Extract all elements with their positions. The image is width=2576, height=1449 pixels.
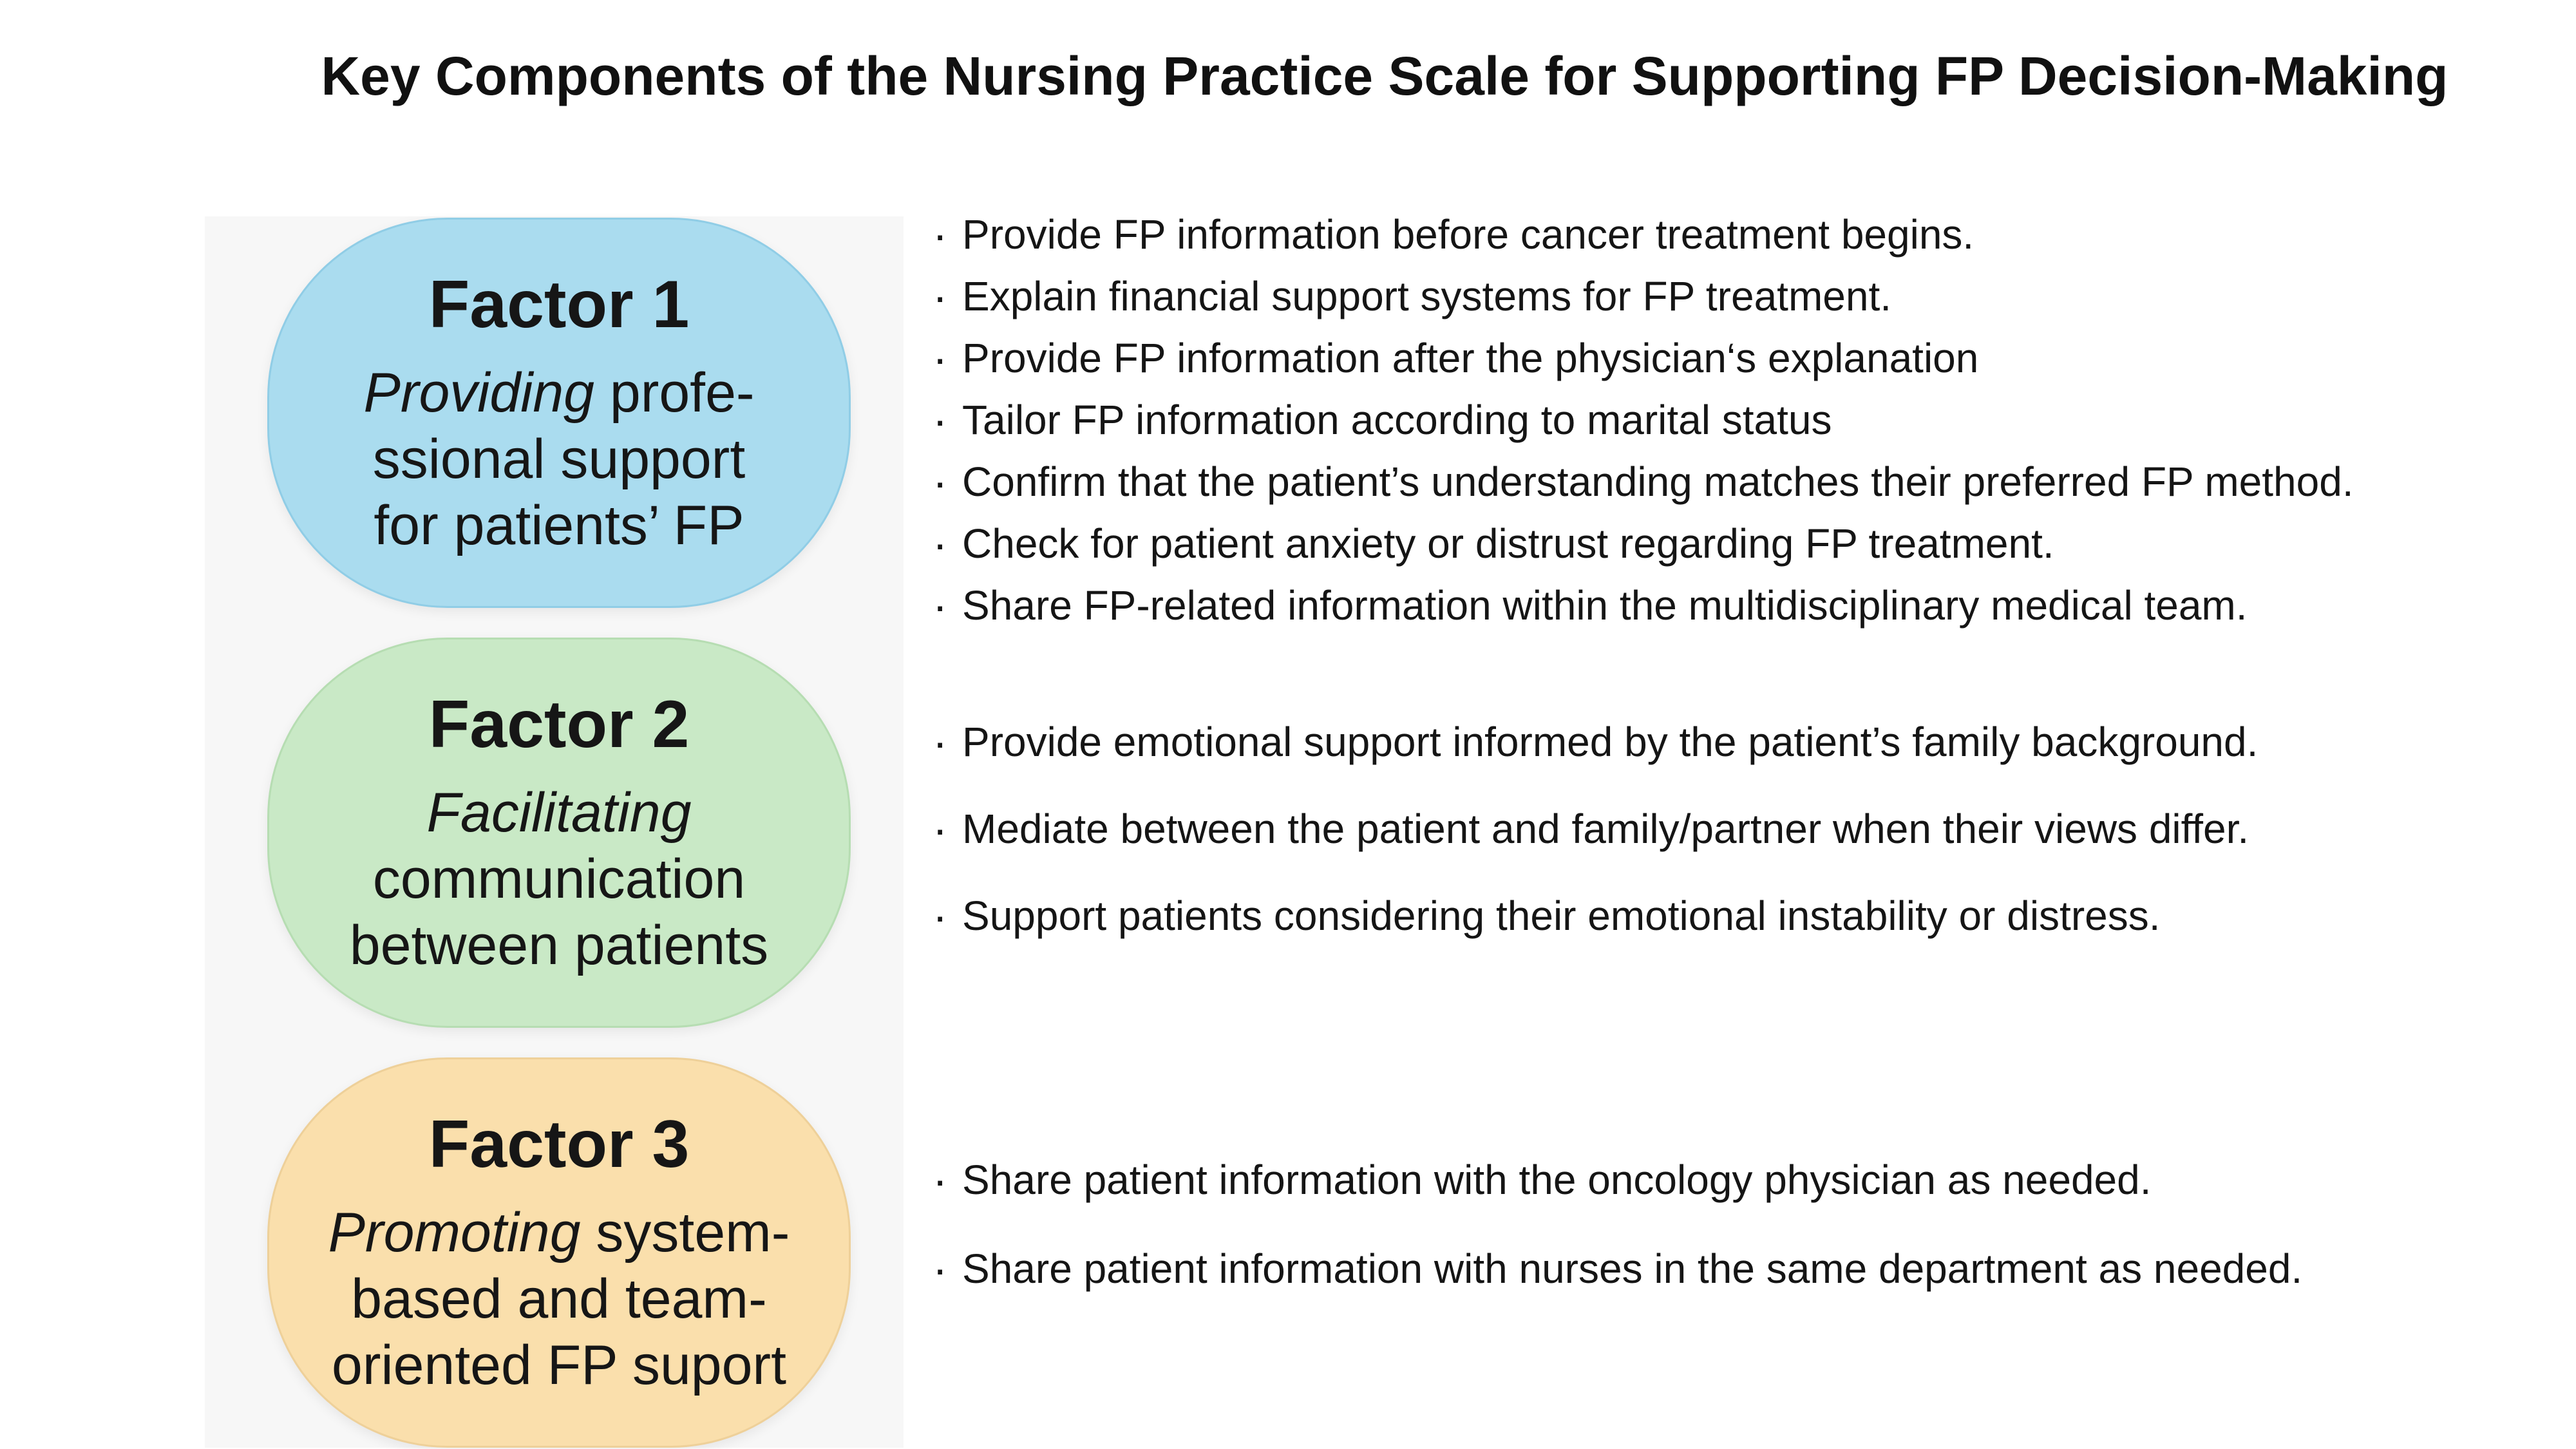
bullet-dot-icon: · [933,580,948,630]
bullet-dot-icon: · [933,457,948,507]
factor-2-bubble [267,638,851,1028]
factor-2-subtitle-line-1 [350,780,768,846]
bullet-text: Share patient information with nurses in the same department as needed. [962,1245,2303,1292]
bullet-text: Share patient information with the oncology physician as needed. [962,1157,2152,1203]
bullet-dot-icon: · [933,395,948,445]
bullet-text: Explain financial support systems for FP treatment. [962,273,1891,319]
bullet-dot-icon: · [933,518,948,569]
bullet-dot-icon: · [933,271,948,321]
bullet-item [933,698,2258,785]
factor-2-subtitle [350,780,768,979]
factor-2-bullet-list [933,698,2258,959]
factor-1-title: Factor 1 [428,267,690,342]
factor-2-title: Factor 2 [428,687,690,762]
factor-1-bubble [267,218,851,608]
factor-1-bullet-list [933,204,2354,636]
bullet-text: Mediate between the patient and family/partner when their views differ. [962,805,2249,852]
factor-3-subtitle-line-2: based and team- [351,1268,767,1331]
bullet-dot-icon: · [933,209,948,260]
factor-2-subtitle-line-3: between patients [349,914,769,977]
bullet-text: Support patients considering their emotional instability or distress. [962,892,2161,939]
factor-1-subtitle-italic: Providing [363,362,594,424]
bullet-item [933,327,2354,389]
factor-3-subtitle-line-3: oriented FP suport [332,1334,786,1397]
bullet-dot-icon: · [933,333,948,383]
bullet-text: Provide emotional support informed by the patient’s family background. [962,718,2259,765]
factor-1-subtitle-line-1 [363,360,754,426]
factor-3-subtitle-italic: Promoting [328,1202,581,1264]
bullet-text: Share FP-related information within the multidisciplinary medical team. [962,582,2248,629]
bullet-text: Confirm that the patient’s understanding matches their preferred FP method. [962,459,2354,505]
bullet-text: Check for patient anxiety or distrust regarding FP treatment. [962,520,2054,567]
bullet-dot-icon: · [933,1244,948,1294]
bullet-text: Provide FP information before cancer treatment begins. [962,211,1975,258]
bullet-item [933,265,2354,327]
factor-2-subtitle-line-2: communication [372,848,746,911]
factor-1-subtitle-line-2: ssional support [372,428,746,491]
factor-2-subtitle-italic: Facilitating [426,782,692,844]
factor-3-bubble [267,1057,851,1448]
factor-3-subtitle-line-1 [328,1200,790,1266]
bullet-dot-icon: · [933,1155,948,1205]
bullet-dot-icon: · [933,716,948,767]
page-title: Key Components of the Nursing Practice Scale for Supporting FP Decision-Making [321,46,2448,106]
bullet-item [933,1224,2302,1313]
bullet-item [933,389,2354,451]
factor-3-subtitle-rest: system- [580,1202,790,1264]
factor-1-subtitle-rest: profe- [594,362,755,424]
bullet-dot-icon: · [933,890,948,941]
factor-1-subtitle-line-3: for patients’ FP [374,495,744,557]
bullet-text: Provide FP information after the physician‘s explanation [962,335,1979,381]
bullet-dot-icon: · [933,803,948,854]
bullet-item [933,451,2354,513]
bullet-text: Tailor FP information according to marital status [962,397,1832,443]
bullet-item [933,872,2258,959]
bullet-item [933,1135,2302,1224]
factor-3-subtitle [328,1200,790,1399]
factor-1-subtitle [363,360,754,559]
bullet-item [933,785,2258,872]
bullet-item [933,574,2354,636]
factor-3-bullet-list [933,1135,2302,1313]
factor-3-title: Factor 3 [428,1106,690,1182]
bullet-item [933,204,2354,265]
bullet-item [933,513,2354,574]
